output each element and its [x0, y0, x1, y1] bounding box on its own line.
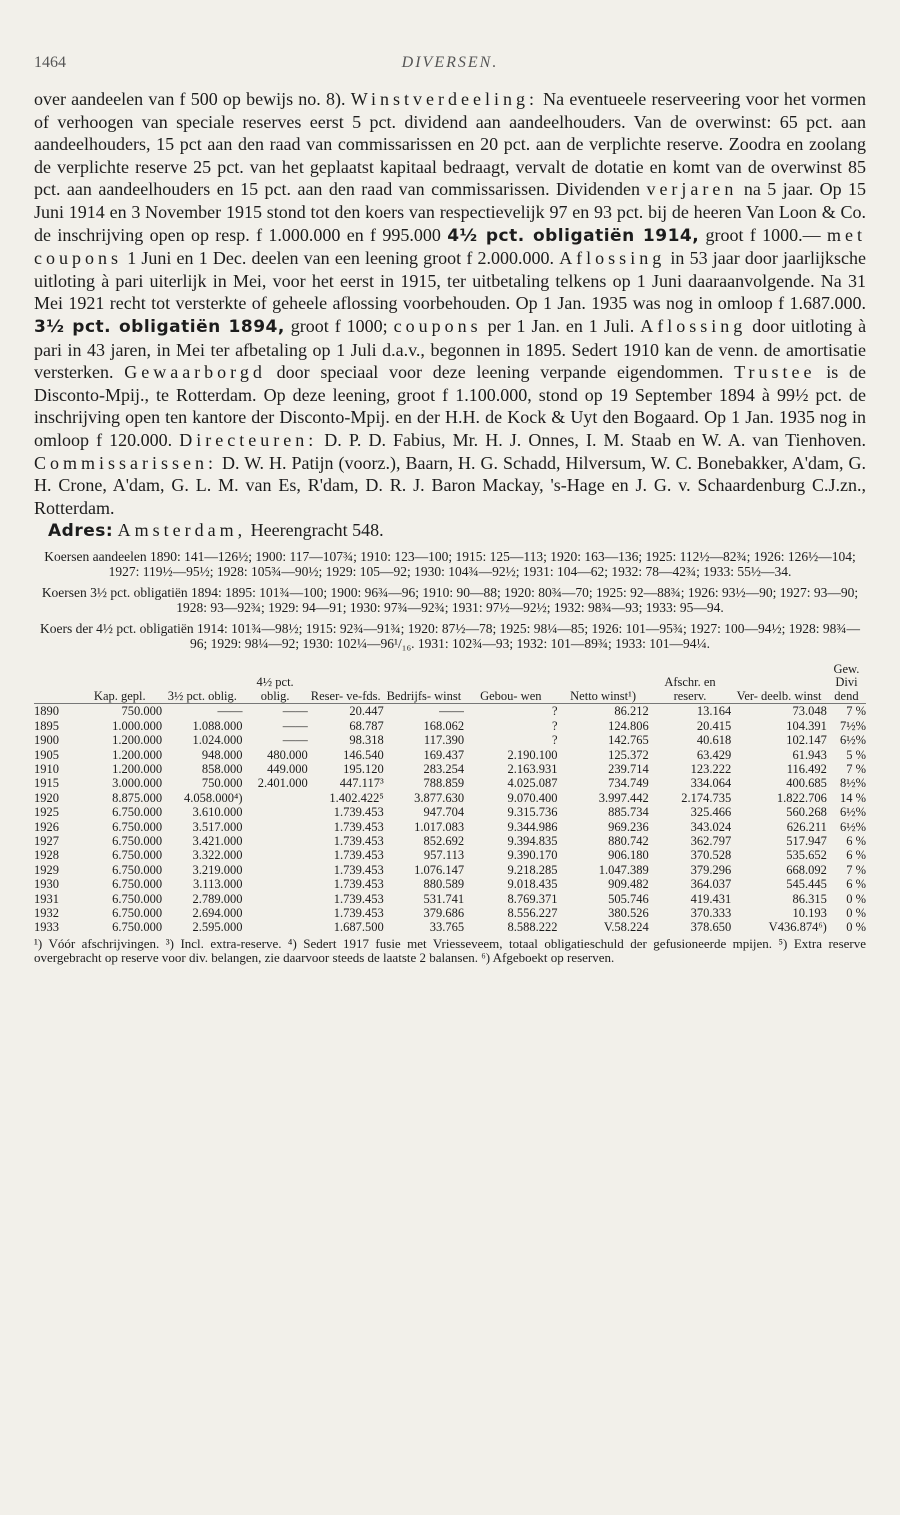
- table-cell: 3.322.000: [192, 848, 243, 863]
- table-cell: 1.017.083: [414, 819, 465, 834]
- bond-45-quotations: Koers der 4½ pct. obligatiën 1914: 101¾—98½; 1915: 92¾—91¾; 1920: 87½—78; 1925: 98¼—85; 1926: 101—95¾; 1927: 100—94½; 1928: 98¾—96; 1929: 98¼—92; 1930: 102¼—96¹/₁₆. 1931: 102¾—93; 1932: 101—89¾; 1933: 101—94¼.: [39, 620, 861, 651]
- table-cell: 239.714: [608, 762, 649, 776]
- table-cell: 169.437: [423, 747, 465, 762]
- table-cell: 3.517.000: [192, 819, 243, 834]
- table-cell: 626.211: [786, 819, 827, 834]
- table-cell: 364.037: [690, 877, 732, 892]
- table-row: [34, 704, 866, 719]
- table-cell: 3.421.000: [192, 834, 243, 849]
- row-year: 1925: [34, 805, 59, 820]
- table-cell: 125.372: [608, 747, 649, 762]
- table-cell: 8.769.371: [507, 891, 558, 906]
- text-segment: groot f 1000.—: [705, 224, 821, 245]
- table-row: [34, 762, 866, 776]
- table-cell: V436.874⁶): [768, 920, 827, 935]
- term-coupons: coupons: [393, 315, 482, 336]
- table-row: [34, 877, 866, 891]
- table-cell: 362.797: [690, 834, 732, 849]
- term-verjaren: verjaren: [646, 179, 738, 200]
- row-year: 1926: [34, 819, 59, 834]
- table-cell: 9.344.986: [507, 819, 558, 834]
- table-cell: 1.076.147: [414, 862, 465, 877]
- table-cell: [243, 805, 308, 819]
- column-header: Ver- deelb. winst: [731, 663, 827, 704]
- table-cell: 283.254: [423, 762, 465, 776]
- table-cell: 1.000.000: [112, 718, 163, 733]
- table-cell: 6.750.000: [112, 877, 163, 892]
- row-year: 1915: [34, 776, 59, 791]
- table-cell: 734.749: [608, 776, 649, 791]
- table-cell: 146.540: [343, 747, 384, 762]
- table-row: [34, 805, 866, 819]
- table-cell: 1.739.453: [333, 834, 384, 849]
- bond-35-quotations: Koersen 3½ pct. obligatiën 1894: 1895: 101¾—100; 1900: 96¾—96; 1910: 90—88; 1920: 80¾—70; 1925: 92—88¾; 1926: 93½—90; 1927: 93—90; 1928: 93—92¾; 1929: 94—91; 1930: 97¾—92¾; 1931: 97½—92½; 1932: 98¾—93; 1933: 95—94.: [41, 584, 859, 615]
- column-header: Bedrijfs- winst: [384, 663, 464, 704]
- table-row: [34, 748, 866, 762]
- row-year: 1895: [34, 718, 59, 733]
- table-cell: 142.765: [608, 733, 649, 748]
- text-segment: D. W. H. Patijn (voorz.), Baarn, H. G. Schadd, Hilversum, W. C. Bonebakker, A'dam, G. H. Crone, A'dam, G. L. M. van Es, R'dam, D. R. J. Baron Mackay, 's-Hage en J. G. v. Schaardenburg C.J.zn., Rotterdam.: [34, 452, 867, 518]
- table-body: [34, 704, 866, 935]
- table-cell: 2.694.000: [192, 906, 243, 921]
- text-segment: 1 Juni en 1 Dec. deelen van een leening groot f 2.000.000.: [127, 248, 554, 269]
- table-cell: 68.787: [349, 718, 384, 733]
- table-cell: 957.113: [423, 848, 465, 863]
- table-cell: 1.739.453: [333, 906, 384, 921]
- table-cell: 0 %: [846, 891, 866, 906]
- table-cell: 7 %: [846, 704, 866, 719]
- table-cell: 1.739.453: [333, 862, 384, 877]
- column-header: Gew. Divi dend: [827, 663, 866, 704]
- table-cell: 8.556.227: [507, 906, 558, 921]
- table-cell: 20.415: [696, 718, 732, 733]
- table-cell: 1.687.500: [333, 920, 384, 935]
- quotations: [34, 549, 866, 651]
- table-cell: 2.163.931: [507, 762, 558, 776]
- table-cell: 3.877.630: [414, 790, 465, 805]
- table-cell: 3.219.000: [192, 862, 243, 877]
- table-cell: 1.739.453: [333, 805, 384, 820]
- table-cell: 6 %: [846, 834, 866, 849]
- text-segment: D. P. D. Fabius, Mr. H. J. Onnes, I. M. Staab en W. A. van Tienhoven.: [324, 429, 867, 450]
- table-cell: 545.445: [786, 877, 827, 892]
- share-quotations: Koersen aandeelen 1890: 141—126½; 1900: 117—107¾; 1910: 123—100; 1915: 125—113; 1920: 163—136; 1925: 112½—82¾; 1926: 126½—104; 1927: 119½—95½; 1928: 105¾—90½; 1929: 105—92; 1930: 104¾—92½; 1931: 104—62; 1932: 78—42¾; 1933: 55½—34.: [44, 548, 856, 579]
- table-cell: [243, 820, 308, 834]
- table-cell: 6½%: [839, 805, 866, 820]
- table-cell: 63.429: [696, 747, 732, 762]
- table-cell: V.58.224: [603, 920, 649, 935]
- table-cell: 1.739.453: [333, 848, 384, 863]
- table-cell: 6½%: [839, 733, 866, 748]
- table-cell: 9.394.835: [507, 834, 558, 849]
- address-city: Amsterdam,: [117, 520, 247, 541]
- text-segment: is de Disconto-Mpij., te Rotterdam. Op deze leening, groot f 1.100.000, stond op 19 September 1894 à 99½ pct. de inschrijving open ten kantore der Disconto-Mpij. en der H.H. de Kock & Uyt den Bogaard. Op 1 Jan. 1935 nog in omloop f 120.000.: [34, 362, 867, 450]
- column-header: Gebou- wen: [464, 663, 557, 704]
- table-cell: [243, 848, 308, 862]
- row-year: 1905: [34, 747, 59, 762]
- table-cell: 885.734: [608, 805, 649, 820]
- table-cell: 7½%: [839, 718, 866, 733]
- table-cell: 380.526: [608, 906, 649, 921]
- table-cell: 906.180: [608, 848, 649, 863]
- table-cell: 880.742: [608, 834, 649, 849]
- table-cell: 7 %: [846, 862, 866, 877]
- table-cell: 325.466: [690, 805, 732, 820]
- table-cell: 852.692: [423, 834, 465, 849]
- table-cell: 98.318: [349, 733, 384, 748]
- table-cell: 1.200.000: [112, 733, 163, 748]
- table-cell: 788.859: [423, 776, 465, 791]
- table-cell: 2.789.000: [192, 891, 243, 906]
- table-cell: 13.164: [696, 704, 732, 719]
- table-cell: 6½%: [839, 819, 866, 834]
- table-cell: ——: [217, 704, 243, 719]
- table-cell: 6.750.000: [112, 920, 163, 935]
- table-cell: 3.610.000: [192, 805, 243, 820]
- table-cell: 168.062: [423, 718, 465, 733]
- term-commissarissen: Commissarissen:: [34, 452, 218, 473]
- table-cell: 9.018.435: [507, 877, 558, 892]
- column-header: Kap. gepl.: [77, 663, 162, 704]
- table-cell: 334.064: [690, 776, 732, 791]
- table-cell: 86.315: [792, 891, 827, 906]
- table-cell: ——: [282, 718, 308, 733]
- table-cell: 116.492: [786, 762, 827, 776]
- table-cell: ——: [439, 704, 465, 719]
- table-cell: 8.875.000: [112, 790, 163, 805]
- page: [34, 40, 866, 964]
- table-cell: ?: [551, 704, 558, 719]
- term-met-coupons: met coupons: [34, 224, 867, 269]
- term-trustee: Trustee: [734, 362, 816, 383]
- table-cell: 535.652: [786, 848, 827, 863]
- table-cell: 419.431: [690, 891, 732, 906]
- table-cell: 3.997.442: [598, 790, 649, 805]
- table-cell: 531.741: [423, 891, 465, 906]
- table-cell: 2.174.735: [681, 790, 732, 805]
- table-cell: [243, 791, 308, 805]
- table-row: [34, 848, 866, 862]
- company-description: [34, 88, 866, 543]
- term-gewaarborgd: Gewaarborgd: [124, 362, 266, 383]
- table-cell: 195.120: [343, 762, 384, 776]
- table-cell: [243, 834, 308, 848]
- text-segment: over aandeelen van f 500 op bewijs no. 8).: [34, 89, 346, 109]
- table-row: [34, 791, 866, 805]
- table-cell: 5 %: [846, 747, 866, 762]
- table-cell: 2.595.000: [192, 920, 243, 935]
- table-cell: ?: [551, 733, 558, 748]
- table-row: [34, 834, 866, 848]
- table-cell: 1.047.389: [598, 862, 649, 877]
- row-year: 1890: [34, 704, 59, 719]
- table-cell: 750.000: [121, 704, 163, 719]
- table-row: [34, 863, 866, 877]
- table-cell: 379.686: [423, 906, 465, 921]
- table-row: [34, 892, 866, 906]
- table-cell: 1.200.000: [112, 747, 163, 762]
- table-cell: 505.746: [608, 891, 649, 906]
- table-cell: 480.000: [267, 747, 308, 762]
- table-cell: 3.000.000: [112, 776, 163, 791]
- address-label: Adres:: [48, 521, 114, 542]
- table-cell: 2.401.000: [257, 776, 308, 791]
- table-cell: 14 %: [839, 790, 866, 805]
- table-cell: 379.296: [690, 862, 732, 877]
- table-cell: 9.390.170: [507, 848, 558, 863]
- table-cell: 7 %: [846, 762, 866, 776]
- table-cell: [243, 892, 308, 906]
- table-cell: 9.218.285: [507, 862, 558, 877]
- row-year: 1900: [34, 733, 59, 748]
- text-segment: na 5 jaar. Op 15 Juni 1914 en 3 November 1915 stond tot den koers van respectievelijk 97 en 93 pct. bij de heeren Van Loon & Co. de inschrijving open op resp. f 1.000.000 en f 995.000: [34, 179, 867, 245]
- table-cell: 33.765: [429, 920, 465, 935]
- term-directeuren: Directeuren:: [179, 429, 318, 450]
- table-cell: 86.212: [614, 704, 649, 719]
- table-cell: 370.333: [690, 906, 732, 921]
- table-cell: 517.947: [786, 834, 827, 849]
- column-header: 4½ pct. oblig.: [243, 663, 308, 704]
- table-cell: 969.236: [608, 819, 649, 834]
- row-year: 1928: [34, 848, 59, 863]
- table-cell: 1.402.422⁵: [329, 790, 384, 805]
- table-cell: 4.058.000⁴): [184, 790, 243, 805]
- table-cell: ——: [282, 704, 308, 719]
- table-cell: [243, 906, 308, 920]
- table-cell: [243, 920, 308, 934]
- text-segment: in 53 jaar door jaarlijksche uitloting à pari uiterlijk in Mei, voor het eerst in 1915, ter uitbetaling telkens op 1 Juni daaraanvolgende. Na 31 Mei 1921 recht tot versterkte of geheele aflossing voorbehouden. Op 1 Jan. 1935 was nog in omloop f 1.687.000.: [34, 248, 867, 314]
- table-row: [34, 719, 866, 733]
- table-cell: 947.704: [423, 805, 465, 820]
- table-cell: 909.482: [608, 877, 649, 892]
- table-cell: 102.147: [786, 733, 827, 748]
- table-cell: 8½%: [839, 776, 866, 791]
- table-cell: 4.025.087: [507, 776, 558, 791]
- table-cell: 449.000: [267, 762, 308, 776]
- table-cell: 1.739.453: [333, 819, 384, 834]
- table-cell: 560.268: [786, 805, 827, 820]
- table-cell: 20.447: [349, 704, 384, 719]
- text-segment: groot f 1000;: [290, 315, 388, 336]
- table-cell: 400.685: [786, 776, 827, 791]
- table-cell: 6 %: [846, 877, 866, 892]
- table-cell: 750.000: [201, 776, 243, 791]
- text-segment: door speciaal voor deze leening verpande eigendommen.: [276, 362, 724, 383]
- column-header: 3½ pct. oblig.: [162, 663, 242, 704]
- table-row: [34, 733, 866, 747]
- page-header: [34, 40, 866, 80]
- table-cell: 9.315.736: [507, 805, 558, 820]
- row-year: 1932: [34, 906, 59, 921]
- table-cell: 104.391: [786, 718, 827, 733]
- table-cell: 6.750.000: [112, 848, 163, 863]
- table-row: [34, 906, 866, 920]
- column-header: Netto winst¹): [558, 663, 649, 704]
- table-cell: 73.048: [792, 704, 827, 719]
- table-cell: 343.024: [690, 819, 732, 834]
- table-cell: 40.618: [696, 733, 732, 748]
- table-row: [34, 920, 866, 934]
- heading-obligaties-1894: 3½ pct. obligatiën 1894,: [34, 316, 285, 337]
- term-aflossing-2: Aflossing: [640, 315, 747, 336]
- table-cell: 370.528: [690, 848, 732, 863]
- table-cell: ——: [282, 733, 308, 748]
- table-cell: 1.822.706: [776, 790, 827, 805]
- table-cell: 1.200.000: [112, 762, 163, 776]
- row-year: 1933: [34, 920, 59, 935]
- table-cell: 447.117³: [339, 776, 384, 791]
- table-cell: 117.390: [423, 733, 465, 748]
- table-cell: 1.088.000: [192, 718, 243, 733]
- row-year: 1927: [34, 834, 59, 849]
- table-cell: 8.588.222: [507, 920, 558, 935]
- table-row: [34, 820, 866, 834]
- table-cell: 1.739.453: [333, 877, 384, 892]
- table-cell: 61.943: [792, 747, 827, 762]
- term-winstverdeeling: Winstverdeeling:: [350, 89, 538, 109]
- table-cell: 858.000: [201, 762, 243, 776]
- address-street: Heerengracht 548.: [250, 520, 384, 541]
- row-year: 1929: [34, 862, 59, 877]
- column-header: Afschr. en reserv.: [649, 663, 732, 704]
- table-cell: 10.193: [792, 906, 827, 921]
- text-segment: per 1 Jan. en 1 Juli.: [487, 315, 635, 336]
- row-year: 1910: [34, 762, 59, 776]
- table-cell: 6.750.000: [112, 819, 163, 834]
- table-cell: 3.113.000: [192, 877, 243, 892]
- financial-table: [34, 663, 866, 935]
- table-cell: 6.750.000: [112, 862, 163, 877]
- table-cell: 668.092: [786, 862, 827, 877]
- table-cell: 6.750.000: [112, 906, 163, 921]
- running-title: DIVERSEN.: [401, 54, 499, 71]
- table-cell: 0 %: [846, 906, 866, 921]
- table-cell: 123.222: [690, 762, 732, 776]
- table-cell: 948.000: [201, 747, 243, 762]
- table-cell: 880.589: [423, 877, 465, 892]
- table-cell: 0 %: [846, 920, 866, 935]
- table-cell: 124.806: [608, 718, 649, 733]
- table-cell: [243, 877, 308, 891]
- row-year: 1930: [34, 877, 59, 892]
- page-number: 1464: [34, 54, 66, 71]
- column-header: [34, 663, 77, 704]
- column-header: Reser- ve-fds.: [308, 663, 384, 704]
- term-aflossing: Aflossing: [559, 248, 666, 269]
- row-year: 1920: [34, 790, 59, 805]
- table-cell: 378.650: [690, 920, 732, 935]
- table-cell: 9.070.400: [507, 790, 558, 805]
- row-year: 1931: [34, 891, 59, 906]
- table-cell: 6 %: [846, 848, 866, 863]
- table-header-row: [34, 663, 866, 704]
- table-cell: 6.750.000: [112, 891, 163, 906]
- table-cell: [243, 863, 308, 877]
- text-segment: door uitloting à pari in 43 jaren, in Mei ter afbetaling op 1 Juli d.a.v., begonnen in 1895. Sedert 1910 kan de venn. de amortisatie versterken.: [34, 315, 867, 383]
- table-cell: 1.024.000: [192, 733, 243, 748]
- table-row: [34, 776, 866, 790]
- text-segment: Na eventueele reserveering voor het vormen of verhoogen van speciale reserves eerst 5 pct. dividend aan aandeelhouders. Van de overwinst: 65 pct. aan aandeelhouders, 15 pct aan den raad van commissarissen en 20 pct. aan de verplichte reserve. Zoodra en zoolang de verplichte reserve 25 pct. van het geplaatst kapitaal bedraagt, vervalt de dotatie en komt van de overwinst 85 pct. aan aandeelhouders en 15 pct. aan den raad van commissarissen. Dividenden: [34, 89, 867, 200]
- table-cell: 2.190.100: [507, 747, 558, 762]
- footnotes: ¹) Vóór afschrijvingen. ³) Incl. extra-reserve. ⁴) Sedert 1917 fusie met Vriesseveem, totaal obligatieschuld der gefusioneerde mpijen. ⁵) Extra reserve overgebracht op reserve voor div. belangen, zie daarvoor steeds de laatste 2 balansen. ⁶) Afgeboekt op reserven.: [34, 935, 866, 965]
- table-cell: 6.750.000: [112, 805, 163, 820]
- table-cell: 6.750.000: [112, 834, 163, 849]
- table-cell: 1.739.453: [333, 891, 384, 906]
- table-cell: ?: [551, 718, 558, 733]
- heading-obligaties-1914: 4½ pct. obligatiën 1914,: [447, 225, 700, 246]
